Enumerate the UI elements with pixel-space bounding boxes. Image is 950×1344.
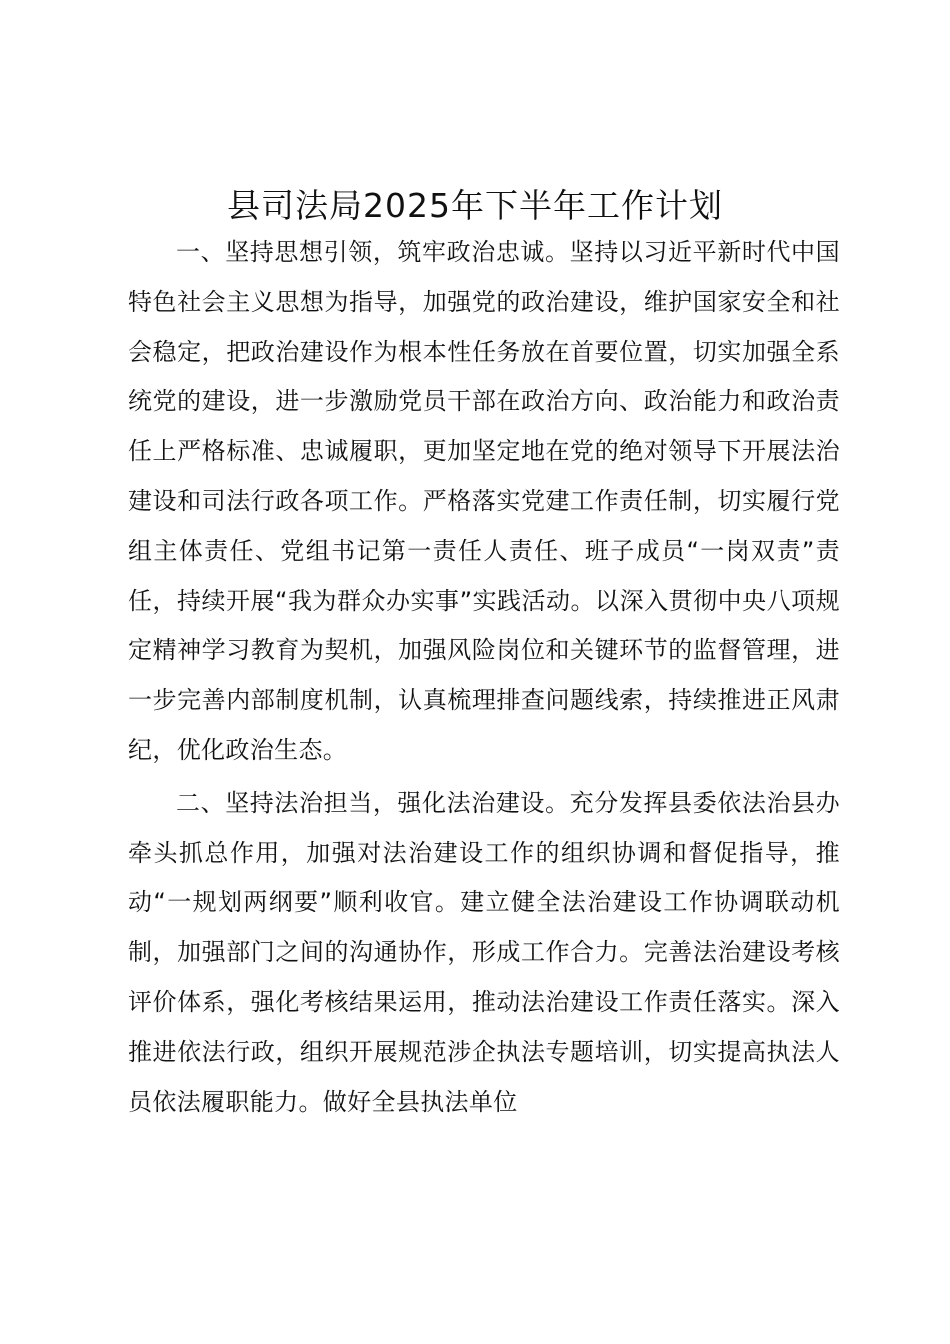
document-body <box>128 228 840 1127</box>
document-title: 县司法局2025年下半年工作计划 <box>227 186 723 225</box>
paragraph-2: 二、坚持法治担当，强化法治建设。充分发挥县委依法治县办牵头抓总作用，加强对法治建设工作的组织协调和督促指导，推动“一规划两纲要”顺利收官。建立健全法治建设工作协调联动机制，加强部门之间的沟通协作，形成工作合力。完善法治建设考核评价体系，强化考核结果运用，推动法治建设工作责任落实。深入推进依法行政，组织开展规范涉企执法专题培训，切实提高执法人员依法履职能力。做好全县执法单位 <box>128 788 840 1116</box>
paragraph-1: 一、坚持思想引领，筑牢政治忠诚。坚持以习近平新时代中国特色社会主义思想为指导，加强党的政治建设，维护国家安全和社会稳定，把政治建设作为根本性任务放在首要位置，切实加强全系统党的建设，进一步激励党员干部在政治方向、政治能力和政治责任上严格标准、忠诚履职，更加坚定地在党的绝对领导下开展法治建设和司法行政各项工作。严格落实党建工作责任制，切实履行党组主体责任、党组书记第一责任人责任、班子成员“一岗双责”责任，持续开展“我为群众办实事”实践活动。以深入贯彻中央八项规定精神学习教育为契机，加强风险岗位和关键环节的监督管理，进一步完善内部制度机制，认真梳理排查问题线索，持续推进正风肃纪，优化政治生态。 <box>128 238 840 764</box>
